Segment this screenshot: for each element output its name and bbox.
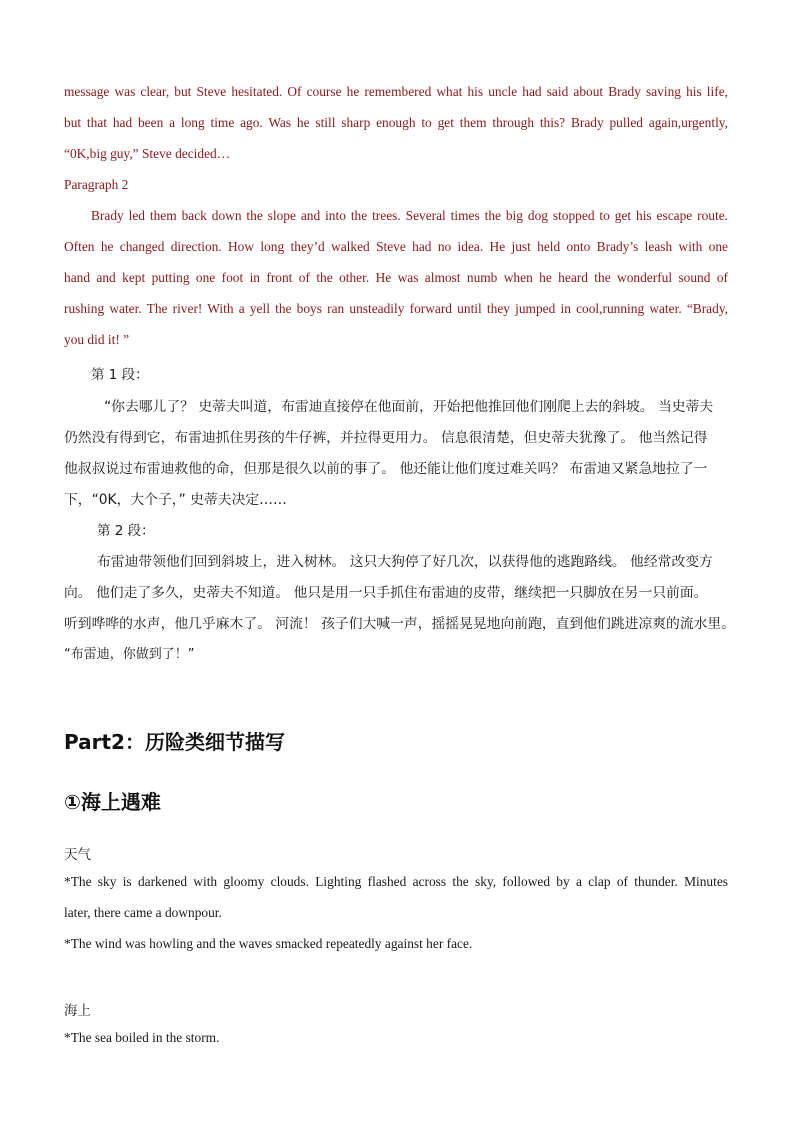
story-line: but that had been a long time ago. Was he still sharp enough to get them through this? Brady pulled again,urgently, [64, 115, 728, 130]
translation-line: “你去哪儿了？ 史蒂夫叫道，布雷迪直接停在他面前，开始把他推回他们刚爬上去的斜坡。 当史蒂夫 [104, 399, 714, 415]
translation-2-label: 第 2 段： [97, 523, 155, 539]
weather-line: later, there came a downpour. [64, 905, 222, 920]
weather-line: *The sky is darkened with gloomy clouds. Lighting flashed across the sky, followed by a clap of thunder. Minutes [64, 874, 728, 889]
weather-label: 天气 [64, 847, 91, 863]
translation-line: 听到哗哗的水声，他几乎麻木了。 河流！ 孩子们大喊一声，摇摇晃晃地向前跑，直到他们跳进凉爽的流水里。 [64, 616, 736, 632]
sea-label: 海上 [64, 1003, 91, 1019]
sea-line: *The sea boiled in the storm. [64, 1030, 220, 1045]
story-line: “0K,big guy,” Steve decided… [64, 146, 231, 161]
translation-line: 仍然没有得到它，布雷迪抓住男孩的牛仔裤，并拉得更用力。 信息很清楚，但史蒂夫犹豫了。 他当然记得 [64, 430, 708, 446]
translation-line: 向。 他们走了多久，史蒂夫不知道。 他只是用一只手抓住布雷迪的皮带，继续把一只脚放在另一只前面。 [64, 585, 708, 601]
story-line: you did it! ” [64, 332, 130, 347]
story-line: message was clear, but Steve hesitated. Of course he remembered what his uncle had said about Brady saving his life, [64, 84, 728, 99]
weather-line: *The wind was howling and the waves smacked repeatedly against her face. [64, 936, 473, 951]
translation-1-label: 第 1 段： [91, 367, 149, 383]
translation-line: 下，“0K，大个子，” 史蒂夫决定…… [64, 492, 287, 508]
translation-line: 他叔叔说过布雷迪救他的命，但那是很久以前的事了。 他还能让他们度过难关吗？ 布雷迪又紧急地拉了一 [64, 461, 708, 477]
translation-line: 布雷迪带领他们回到斜坡上，进入树林。 这只大狗停了好几次，以获得他的逃跑路线。 他经常改变方 [97, 554, 713, 570]
translation-line: “布雷迪，你做到了！” [64, 647, 195, 662]
paragraph-2-label: Paragraph 2 [64, 177, 129, 192]
subsection-title: ①海上遇难 [64, 790, 161, 814]
story-line: hand and kept putting one foot in front of the other. He was almost numb when he heard the wonderful sound of [64, 270, 728, 285]
story-line: Brady led them back down the slope and into the trees. Several times the big dog stopped to get his escape route. [91, 208, 728, 223]
story-line: Often he changed direction. How long they’d walked Steve had no idea. He just held onto Brady’s leash with one [64, 239, 728, 254]
part-title: Part2：历险类细节描写 [64, 730, 285, 754]
story-line: rushing water. The river! With a yell the boys ran unsteadily forward until they jumped in cool,running water. “Brady, [64, 301, 728, 316]
